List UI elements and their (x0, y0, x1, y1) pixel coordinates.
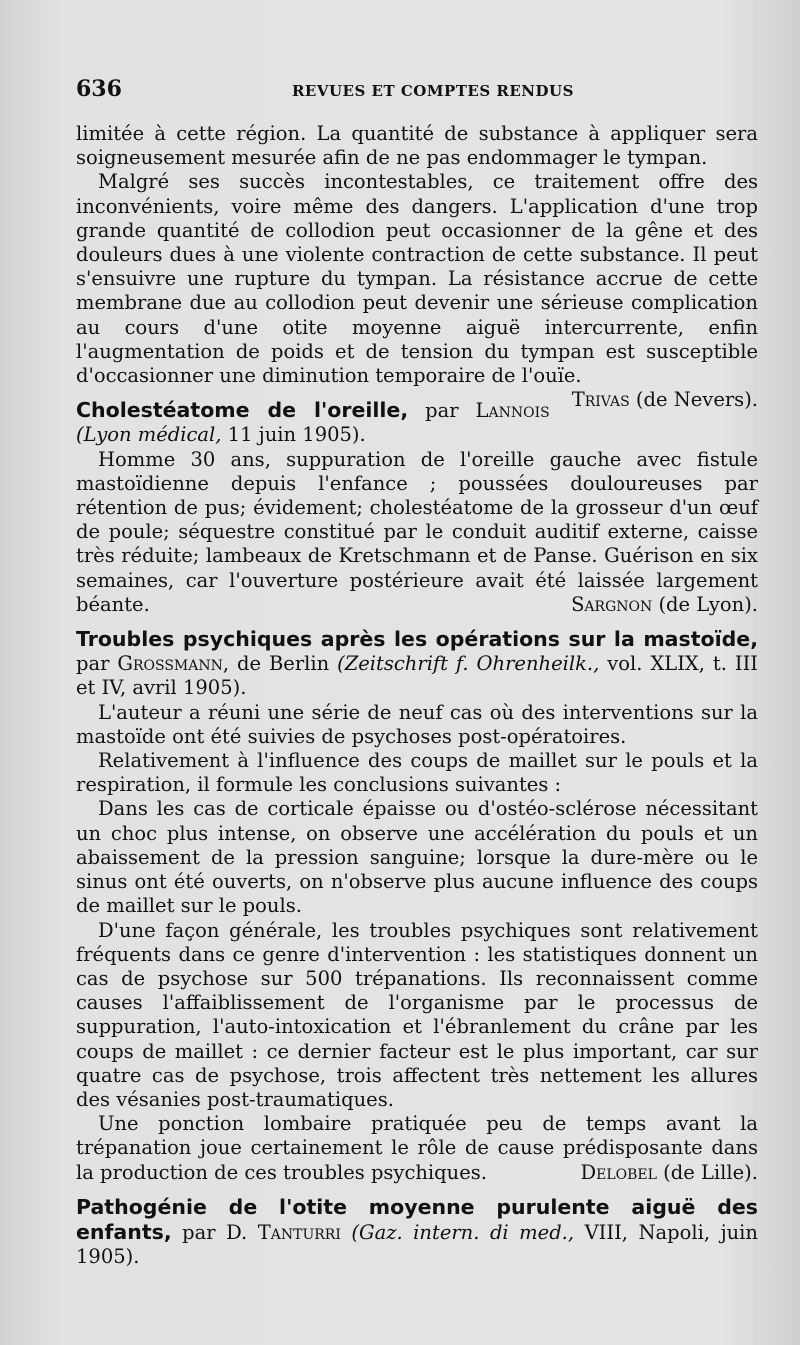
article-troubles-psychiques (76, 627, 758, 1185)
author-origin: , de Berlin (222, 652, 330, 676)
source: (Lyon médical, (76, 423, 222, 447)
author: Grossmann (117, 652, 223, 676)
signature-name: Trivas (571, 388, 630, 412)
paragraph-text: Homme 30 ans, suppuration de l'oreille gauche avec fistule mastoïdienne depuis l'enfance ; poussées douloureuses par rétention de pus; évidement; cholestéatome de la grosseur d'un œuf de poule; séquestre constitué par le conduit auditif externe, caisse très réduite; lambeaux de Kretschmann et de Panse. Guérison en six semaines, car l'ouverture postérieure avait été laissée largement béante. (76, 447, 758, 616)
article-title: Troubles psychiques après les opérations sur la mastoïde, (76, 627, 758, 652)
paragraph (76, 1112, 758, 1185)
article-title: Pathogénie de l'otite moyenne purulente aiguë des enfants, (76, 1194, 758, 1244)
signature-name: Sargnon (571, 592, 653, 616)
source: (Zeitschrift f. Ohrenheilk., (337, 652, 600, 676)
author: Lannois (475, 399, 550, 423)
par-text: par (76, 652, 110, 676)
signature-place: (de Nevers). (635, 388, 758, 412)
article-heading (76, 1195, 758, 1270)
running-title: REVUES ET COMPTES RENDUS (291, 82, 574, 100)
article-heading (76, 627, 758, 701)
signature-name: Delobel (580, 1160, 657, 1184)
signature (549, 593, 758, 617)
paragraph: limitée à cette région. La quantité de substance à appliquer sera soigneusement mesurée afin de ne pas endommager le tympan. (76, 122, 758, 170)
paragraph-text: Malgré ses succès incontestables, ce traitement offre des inconvénients, voire même des dangers. L'application d'une trop grande quantité de collodion peut occasionner de la gêne et des douleurs dues à une violente contraction de cette substance. Il peut s'ensuivre une rupture du tympan. La résistance accrue de cette membrane due au collodion peut devenir une sérieuse complication au cours d'une otite moyenne aiguë intercurrente, enfin l'augmentation de poids et de tension du tympan est susceptible d'occasionner une diminution temporaire de l'ouïe. (76, 170, 758, 388)
par-text: par (425, 399, 459, 423)
article-pathogenie (76, 1195, 758, 1270)
signature-place: (de Lille). (663, 1160, 758, 1184)
details: VIII, Napoli, juin 1905). (76, 1220, 758, 1269)
date: 11 juin 1905). (227, 423, 366, 447)
paragraph: Relativement à l'influence des coups de maillet sur le pouls et la respiration, il formule les conclusions suivantes : (76, 749, 758, 797)
paragraph: Dans les cas de corticale épaisse ou d'ostéo-sclérose nécessitant un choc plus intense, on observe une accélération du pouls et un abaissement de la pression sanguine; lorsque la dure-mère ou le sinus ont été ouverts, on n'observe plus aucune influence des coups de maillet sur le pouls. (76, 797, 758, 918)
page-header (76, 76, 758, 102)
author: Tanturri (257, 1220, 341, 1244)
par-text: par D. (182, 1220, 248, 1244)
paragraph: D'une façon générale, les troubles psychiques sont relativement fréquents dans ce genre d'intervention : les statistiques donnent un cas de psychose sur 500 trépanations. Ils reconnaissent comme causes l'affaiblissement de l'organisme par le processus de suppuration, l'auto-intoxication et l'ébranlement du crâne par les coups de maillet : ce dernier facteur est le plus important, car sur quatre cas de psychose, trois affectent très nettement les allures des vésanies post-traumatiques. (76, 918, 758, 1111)
article-title: Cholestéatome de l'oreille, (76, 398, 409, 423)
page-number: 636 (76, 76, 122, 102)
article-cholesteatome (76, 398, 758, 617)
signature (559, 1161, 758, 1185)
volume: vol. XLIX, t. III et IV, avril 1905). (76, 652, 758, 700)
signature (550, 388, 758, 412)
paragraph-text: Une ponction lombaire pratiquée peu de temps avant la trépanation joue certainement le rôle de cause prédisposante dans la production de ces troubles psychiques. (76, 1112, 758, 1184)
paragraph (76, 448, 758, 617)
paragraph: L'auteur a réuni une série de neuf cas où des interventions sur la mastoïde ont été suivies de psychoses post-opératoires. (76, 700, 758, 748)
signature-place: (de Lyon). (658, 592, 758, 616)
source: (Gaz. intern. di med., (351, 1220, 575, 1244)
